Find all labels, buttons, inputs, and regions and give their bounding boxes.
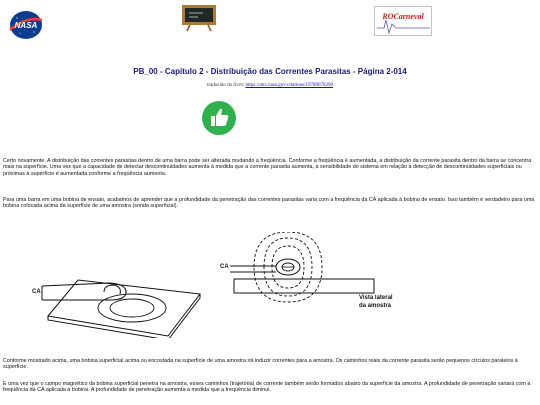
credit-link[interactable]: https://ntrs.nasa.gov/citations/19780078298 — [245, 83, 333, 88]
side-view-figure — [218, 232, 378, 312]
paragraph-induced-currents: Conforme mostrado acima, uma bobina superficial acima ou encostada na superfície de uma amostra irá induzir correntes para a amostra. Os caminhos reais da corrente parasita serão pequenos círculos paralelos à superfície. — [3, 358, 518, 371]
page-title: PB_00 - Capítulo 2 - Distribuição das Correntes Parasitas - Página 2-014 — [133, 67, 407, 76]
credit-prefix: traduzido do livro: — [207, 83, 245, 88]
credit-line — [0, 83, 540, 88]
paragraph-frequency: Certo novamente. A distribuição das correntes parasitas dentro de uma barra pode ser alterada mudando a freqüência. Conforme a freqüência é aumentada, a distribuição da corrente parasita dentro da barra se concentra mais na superfície. Uma vez que a capacidade de detectar descontinuidades aumenta à medida que a corrente parasita aumenta, a sensibilidade do sistema em relação à detecção de descontinuidades superficiais ou próximas à superfície é aumentada conforme a freqüência aumenta. — [3, 158, 532, 177]
right-ca-label: CA — [220, 264, 229, 270]
thumbs-up-icon[interactable] — [201, 100, 237, 136]
nasa-logo — [8, 10, 44, 40]
brand-logo-text: ROCarneval — [382, 12, 424, 21]
side-view-caption-line1: Vista lateral — [359, 295, 393, 301]
side-view-caption-line2: da amostra — [359, 303, 392, 309]
paragraph-penetration-depth: E uma vez que o campo magnético da bobina superficial penetra na amostra, esses caminhos (trajetória) de corrente também serão formados abaixo da superfície da amostra. A profundidade de penetração variará com a freqüência da CA aplicada à bobina. A profundidade de penetração aumenta à medida que a freqüência diminui. — [3, 381, 531, 394]
surface-coil-figure — [28, 238, 208, 338]
brand-logo — [374, 6, 432, 36]
chalkboard-icon — [181, 4, 217, 32]
left-ca-label: CA — [32, 289, 41, 295]
nasa-logo-text: NASA — [14, 21, 38, 30]
paragraph-surface-probe: Para uma barra em uma bobina de ensaio, acabamos de aprender que a profundidade da penetração das correntes parasitas varia com a freqüência da CA aplicada à bobina de ensaio. Isso também é verdadeiro para uma bobina colocada acima da superfície de uma amostra (sonda superficial). — [3, 197, 535, 210]
